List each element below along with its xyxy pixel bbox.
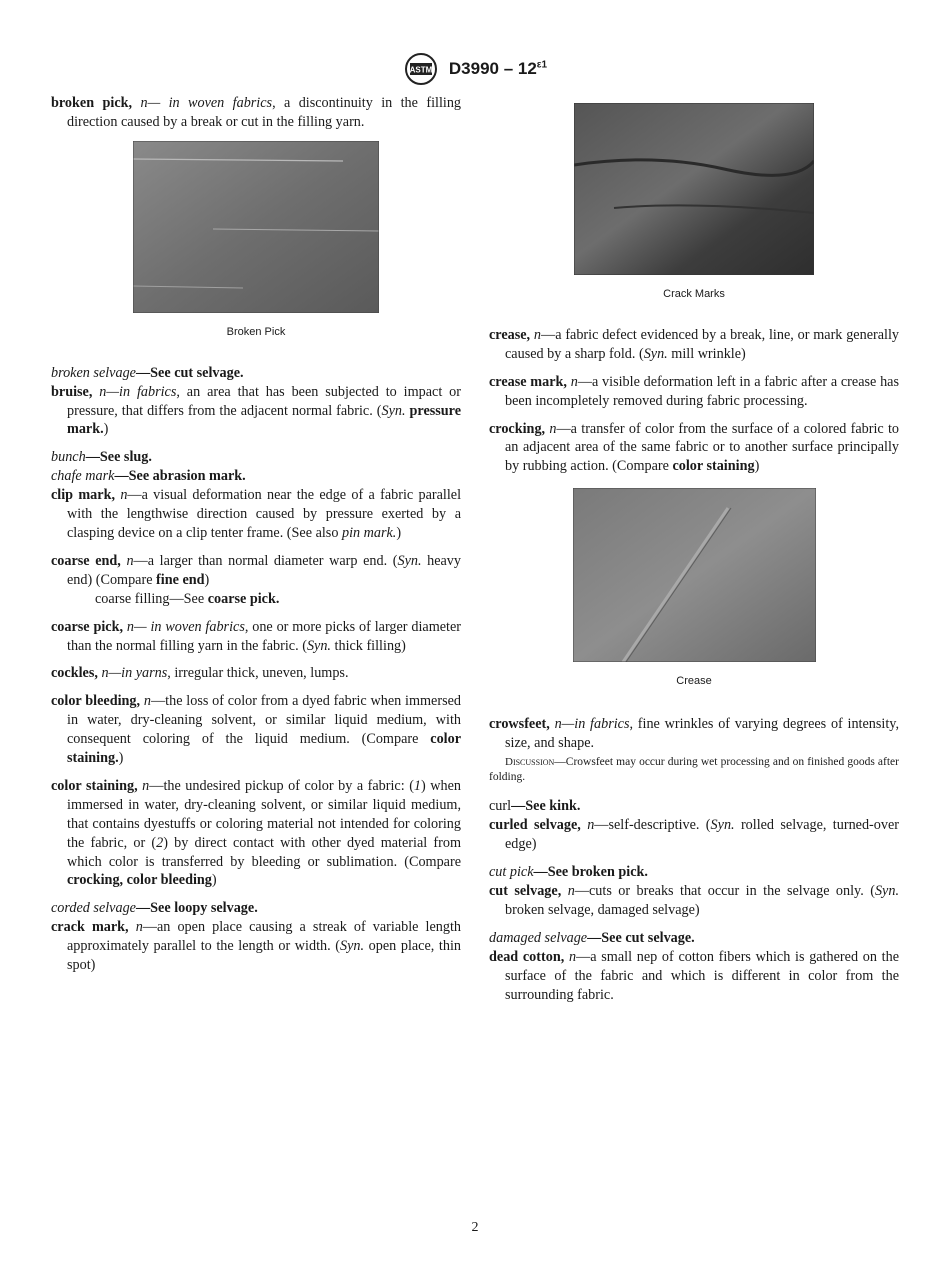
crease-photo <box>573 488 816 662</box>
entry-crease: crease, n—a fabric defect evidenced by a break, line, or mark generally caused by a sharp fold. (Syn. mill wrinkle) <box>489 326 899 362</box>
entry-dead-cotton: dead cotton, n—a small nep of cotton fibers which is gathered on the surface of the fabric and which is different in color from the surrounding fabric. <box>489 948 899 1003</box>
page-number: 2 <box>471 1220 479 1235</box>
entry-bunch: bunch—See slug. <box>51 449 152 466</box>
entry-coarse-end: coarse end, n—a larger than normal diameter warp end. (Syn. heavy end) (Compare fine end) <box>51 552 461 588</box>
entry-broken-pick: broken pick, n— in woven fabrics, a discontinuity in the filling direction caused by a break or cut in the filling yarn. <box>51 95 462 130</box>
figure-caption: Broken Pick <box>226 325 286 338</box>
entry-cut-selvage: cut selvage, n—cuts or breaks that occur in the selvage only. (Syn. broken selvage, damaged selvage) <box>489 883 899 918</box>
entry-crack-mark: crack mark, n—an open place causing a streak of variable length approximately parallel to the length or width. (Syn. open place, thin spot) <box>51 919 462 974</box>
figure-broken-pick <box>51 141 461 342</box>
discussion-note: Discussion—Crowsfeet may occur during wet processing and on finished goods after folding. <box>489 755 899 784</box>
entry-crease-mark: crease mark, n—a visible deformation left in a fabric after a crease has been incompletely removed during fabric processing. <box>489 373 899 409</box>
page-header <box>0 52 950 86</box>
svg-text:ASTM: ASTM <box>409 65 433 75</box>
entry-coarse-pick: coarse pick, n— in woven fabrics, one or more picks of larger diameter than the normal filling yarn in the fabric. (Syn. thick filling) <box>51 618 462 654</box>
document-designation: $D3990 - 12^{\varepsilon 1}$ <box>448 59 548 78</box>
figure-crack-marks <box>489 103 899 304</box>
entry-cut-pick: cut pick—See broken pick. <box>489 864 648 881</box>
entry-curl: curl—See kink. <box>489 798 581 815</box>
entry-cockles: cockles, n—in yarns, irregular thick, uneven, lumps. <box>51 665 349 682</box>
right-column <box>489 94 899 1005</box>
entry-crocking: crocking, n—a transfer of color from the surface of a colored fabric to an adjacent area of the same fabric or to another surface principally by rubbing action. (Compare color staining) <box>489 420 900 475</box>
crack-marks-photo <box>574 103 814 275</box>
entry-corded-selvage: corded selvage—See loopy selvage. <box>51 900 258 917</box>
entry-crowsfeet: crowsfeet, n—in fabrics, fine wrinkles of varying degrees of intensity, size, and shape. <box>489 716 900 752</box>
left-column <box>51 94 461 975</box>
entry-broken-selvage: broken selvage—See cut selvage. <box>51 364 244 381</box>
entry-chafe-mark: chafe mark—See abrasion mark. <box>51 468 246 485</box>
figure-caption: Crack Marks <box>663 288 725 300</box>
broken-pick-photo <box>133 141 379 313</box>
entry-curled-selvage: curled selvage, n—self-descriptive. (Syn. rolled selvage, turned-over edge) <box>489 817 899 853</box>
entry-damaged-selvage: damaged selvage—See cut selvage. <box>489 929 695 946</box>
entry-color-bleeding: color bleeding, n—the loss of color from a dyed fabric when immersed in water, dry-cleaning solvent, or similar liquid medium, with consequent coloring of the liquid medium. (Compare color staining.) <box>51 693 461 767</box>
astm-logo-icon <box>403 52 439 86</box>
figure-caption: Crease <box>676 675 712 688</box>
entry-coarse-filling: coarse filling—See coarse pick. <box>95 590 280 607</box>
entry-bruise: bruise, n—in fabrics, an area that has been subjected to impact or pressure, that differs from the adjacent normal fabric. (Syn. pressure mark.) <box>51 383 462 438</box>
entry-color-staining: color staining, n—the undesired pickup of color by a fabric: (1) when immersed in water, dry-cleaning solvent, or similar liquid medium, that contains dyestuffs or coloring material not intended for coloring the fabric, or (2) by direct contact with other dyed material from which color is transferred by bleeding or sublimation. (Compare crocking, color bleeding) <box>51 777 461 889</box>
figure-crease <box>489 488 899 691</box>
entry-clip-mark: clip mark, n—a visual deformation near the edge of a fabric parallel with the lengthwise direction caused by pressure exerted by a clasping device on a clip tenter frame. (See also pin mark.) <box>51 487 462 541</box>
